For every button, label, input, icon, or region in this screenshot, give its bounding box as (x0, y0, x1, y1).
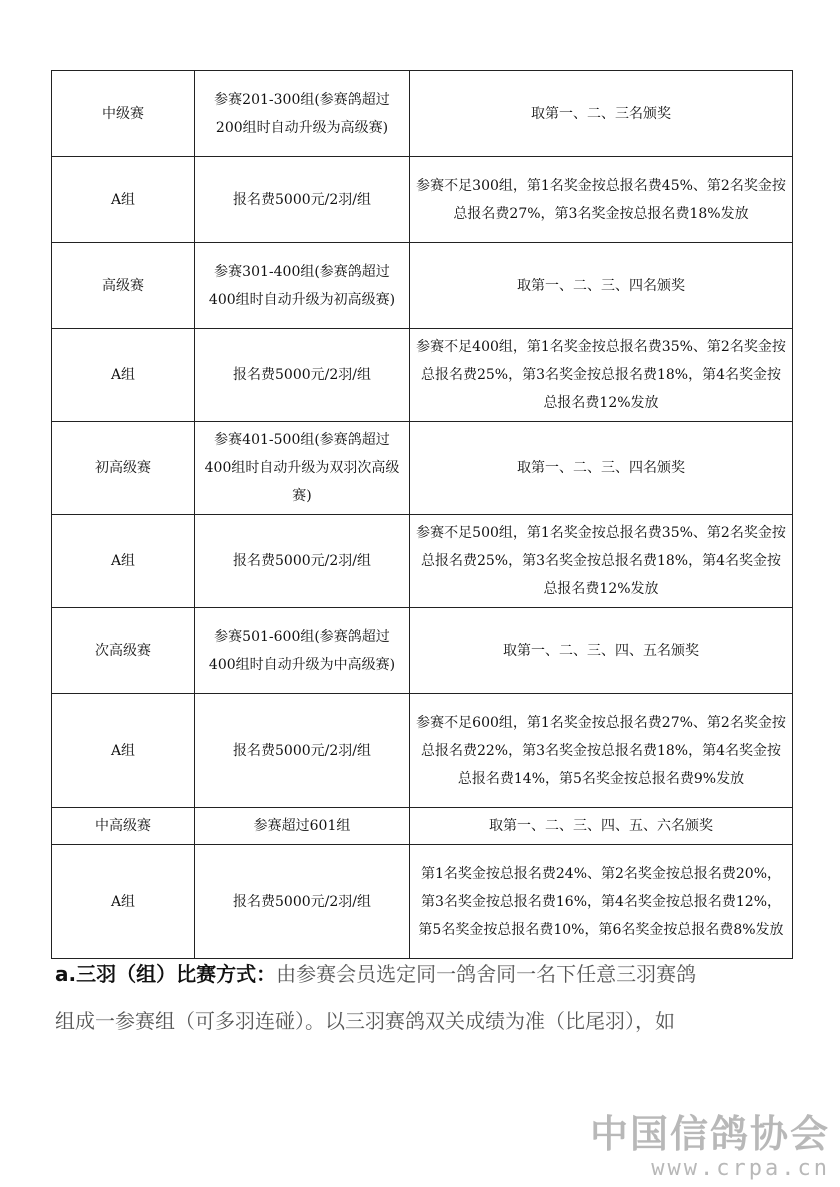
table-row (52, 157, 793, 243)
entry-cell: 参赛401-500组(参赛鸽超过400组时自动升级为双羽次高级赛) (195, 422, 410, 515)
watermark (590, 1112, 830, 1182)
table-row (52, 329, 793, 422)
entry-cell: 报名费5000元/2羽/组 (195, 157, 410, 243)
level-cell: A组 (52, 157, 195, 243)
entry-cell: 报名费5000元/2羽/组 (195, 845, 410, 959)
level-cell: A组 (52, 329, 195, 422)
entry-cell: 参赛超过601组 (195, 808, 410, 845)
level-cell: 中级赛 (52, 71, 195, 157)
level-cell: 次高级赛 (52, 608, 195, 694)
award-cell: 取第一、二、三、四、五名颁奖 (410, 608, 793, 694)
table-row (52, 808, 793, 845)
entry-cell: 报名费5000元/2羽/组 (195, 329, 410, 422)
paragraph-text: 由参赛会员选定同一鸽舍同一名下任意三羽赛鸽 (276, 962, 697, 986)
table-row (52, 71, 793, 157)
table-row (52, 845, 793, 959)
award-cell: 参赛不足500组，第1名奖金按总报名费35%、第2名奖金按总报名费25%，第3名奖金按总报名费18%，第4名奖金按总报名费12%发放 (410, 515, 793, 608)
level-cell: A组 (52, 515, 195, 608)
paragraph-text: 组成一参赛组（可多羽连碰）。以三羽赛鸽双关成绩为准（比尾羽），如 (55, 1009, 675, 1033)
award-cell: 取第一、二、三、四、五、六名颁奖 (410, 808, 793, 845)
level-cell: 初高级赛 (52, 422, 195, 515)
watermark-name: 中国信鸽协会 (589, 1112, 830, 1156)
section-heading: a.三羽（组）比赛方式： (55, 962, 277, 986)
entry-cell: 报名费5000元/2羽/组 (195, 515, 410, 608)
award-cell: 参赛不足600组，第1名奖金按总报名费27%、第2名奖金按总报名费22%，第3名奖金按总报名费18%，第4名奖金按总报名费14%，第5名奖金按总报名费9%发放 (410, 694, 793, 808)
award-cell: 取第一、二、三名颁奖 (410, 71, 793, 157)
level-cell: A组 (52, 845, 195, 959)
award-cell: 参赛不足400组，第1名奖金按总报名费35%、第2名奖金按总报名费25%，第3名奖金按总报名费18%，第4名奖金按总报名费12%发放 (410, 329, 793, 422)
rules-paragraph-line-1 (55, 951, 795, 998)
table-row (52, 422, 793, 515)
entry-cell: 参赛501-600组(参赛鸽超过400组时自动升级为中高级赛) (195, 608, 410, 694)
level-cell: 中高级赛 (52, 808, 195, 845)
level-cell: 高级赛 (52, 243, 195, 329)
watermark-url: www.crpa.cn (651, 1156, 830, 1181)
award-cell: 第1名奖金按总报名费24%、第2名奖金按总报名费20%，第3名奖金按总报名费16%，第4名奖金按总报名费12%，第5名奖金按总报名费10%，第6名奖金按总报名费8%发放 (410, 845, 793, 959)
table-row (52, 608, 793, 694)
award-cell: 取第一、二、三、四名颁奖 (410, 243, 793, 329)
table-row (52, 694, 793, 808)
table-row (52, 243, 793, 329)
level-cell: A组 (52, 694, 195, 808)
entry-cell: 报名费5000元/2羽/组 (195, 694, 410, 808)
entry-cell: 参赛201-300组(参赛鸽超过200组时自动升级为高级赛) (195, 71, 410, 157)
table-row (52, 515, 793, 608)
award-cell: 参赛不足300组，第1名奖金按总报名费45%、第2名奖金按总报名费27%，第3名奖金按总报名费18%发放 (410, 157, 793, 243)
award-cell: 取第一、二、三、四名颁奖 (410, 422, 793, 515)
entry-cell: 参赛301-400组(参赛鸽超过400组时自动升级为初高级赛) (195, 243, 410, 329)
rules-paragraph-line-2 (55, 998, 795, 1045)
prize-rules-table (51, 70, 793, 959)
